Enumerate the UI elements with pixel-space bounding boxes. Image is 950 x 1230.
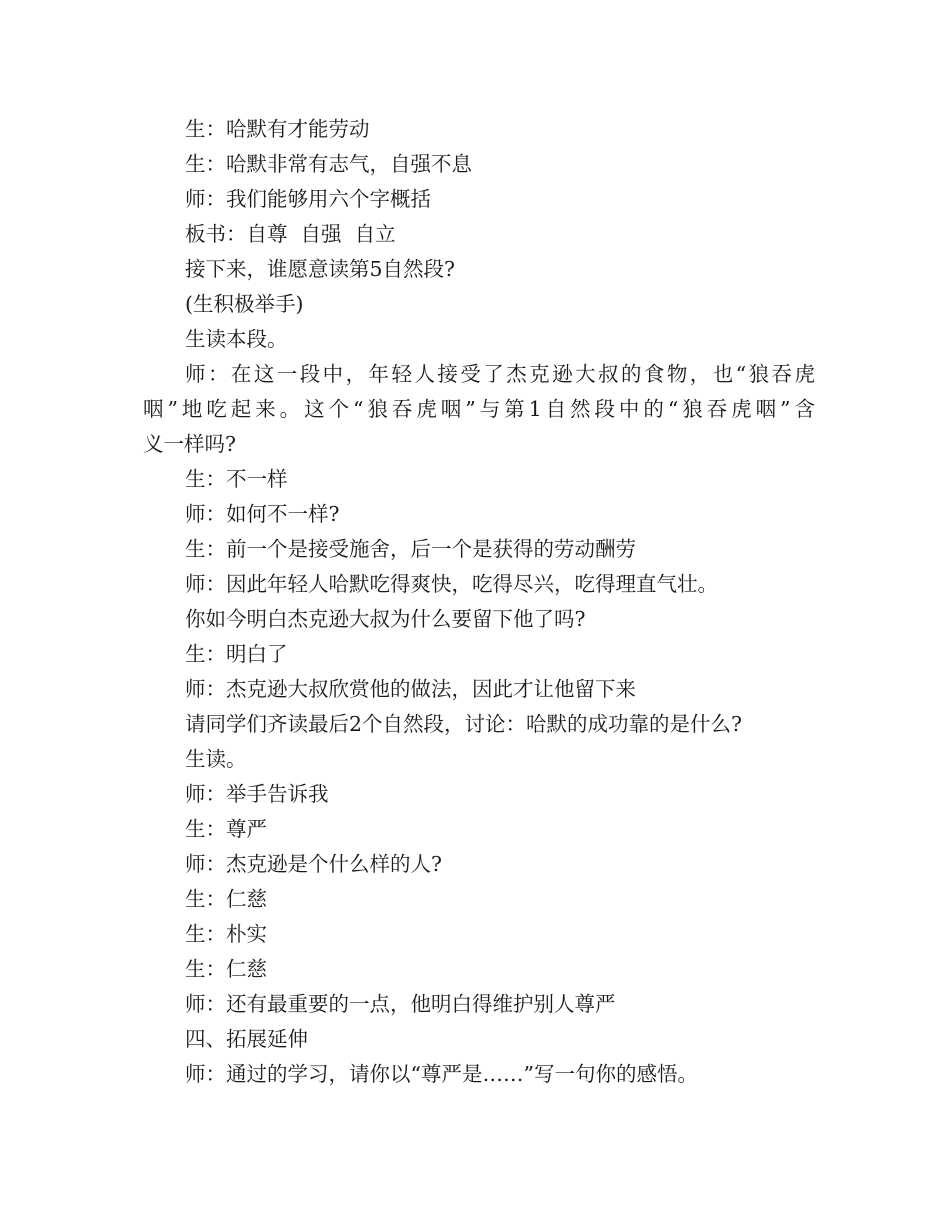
text-line: 你如今明白杰克逊大叔为什么要留下他了吗?: [185, 607, 586, 631]
text-line: (生积极举手): [185, 292, 304, 316]
text-line: 师：杰克逊大叔欣赏他的做法，因此才让他留下来: [185, 677, 636, 701]
text-line: 生：明白了: [185, 642, 288, 666]
text-line: 师：杰克逊是个什么样的人?: [185, 852, 442, 876]
text-line: 接下来，谁愿意读第5自然段?: [185, 257, 456, 281]
text-line: 师：通过的学习，请你以“尊严是……”写一句你的感悟。: [185, 1062, 698, 1086]
text-line: 生读本段。: [185, 327, 288, 351]
text-line: 生：哈默有才能劳动: [185, 117, 370, 141]
text-line: 师：如何不一样?: [185, 502, 340, 526]
text-line: 师：因此年轻人哈默吃得爽快，吃得尽兴，吃得理直气壮。: [185, 572, 718, 596]
text-line: 师：我们能够用六个字概括: [185, 187, 431, 211]
section-heading: 四、拓展延伸: [185, 1027, 308, 1051]
text-line: 生：不一样: [185, 467, 288, 491]
text-line: 生：仁慈: [185, 887, 267, 911]
paragraph-line: 师：在这一段中，年轻人接受了杰克逊大叔的食物，也“狼吞虎: [185, 362, 815, 386]
text-line: 板书：自尊 自强 自立: [185, 222, 396, 246]
text-line: 生：前一个是接受施舍，后一个是获得的劳动酬劳: [185, 537, 636, 561]
text-line: 师：还有最重要的一点，他明白得维护别人尊严: [185, 992, 616, 1016]
document-body: [143, 112, 815, 1092]
text-line: 生：仁慈: [185, 957, 267, 981]
paragraph-line: 义一样吗?: [143, 432, 236, 456]
text-line: 生：尊严: [185, 817, 267, 841]
text-line: 生：朴实: [185, 922, 267, 946]
paragraph: [143, 357, 815, 462]
text-line: 生：哈默非常有志气，自强不息: [185, 152, 472, 176]
text-line: 请同学们齐读最后2个自然段，讨论：哈默的成功靠的是什么?: [185, 712, 743, 736]
text-line: 师：举手告诉我: [185, 782, 329, 806]
text-line: 生读。: [185, 747, 247, 771]
paragraph-line: 咽”地吃起来。这个“狼吞虎咽”与第1自然段中的“狼吞虎咽”含: [143, 397, 815, 421]
